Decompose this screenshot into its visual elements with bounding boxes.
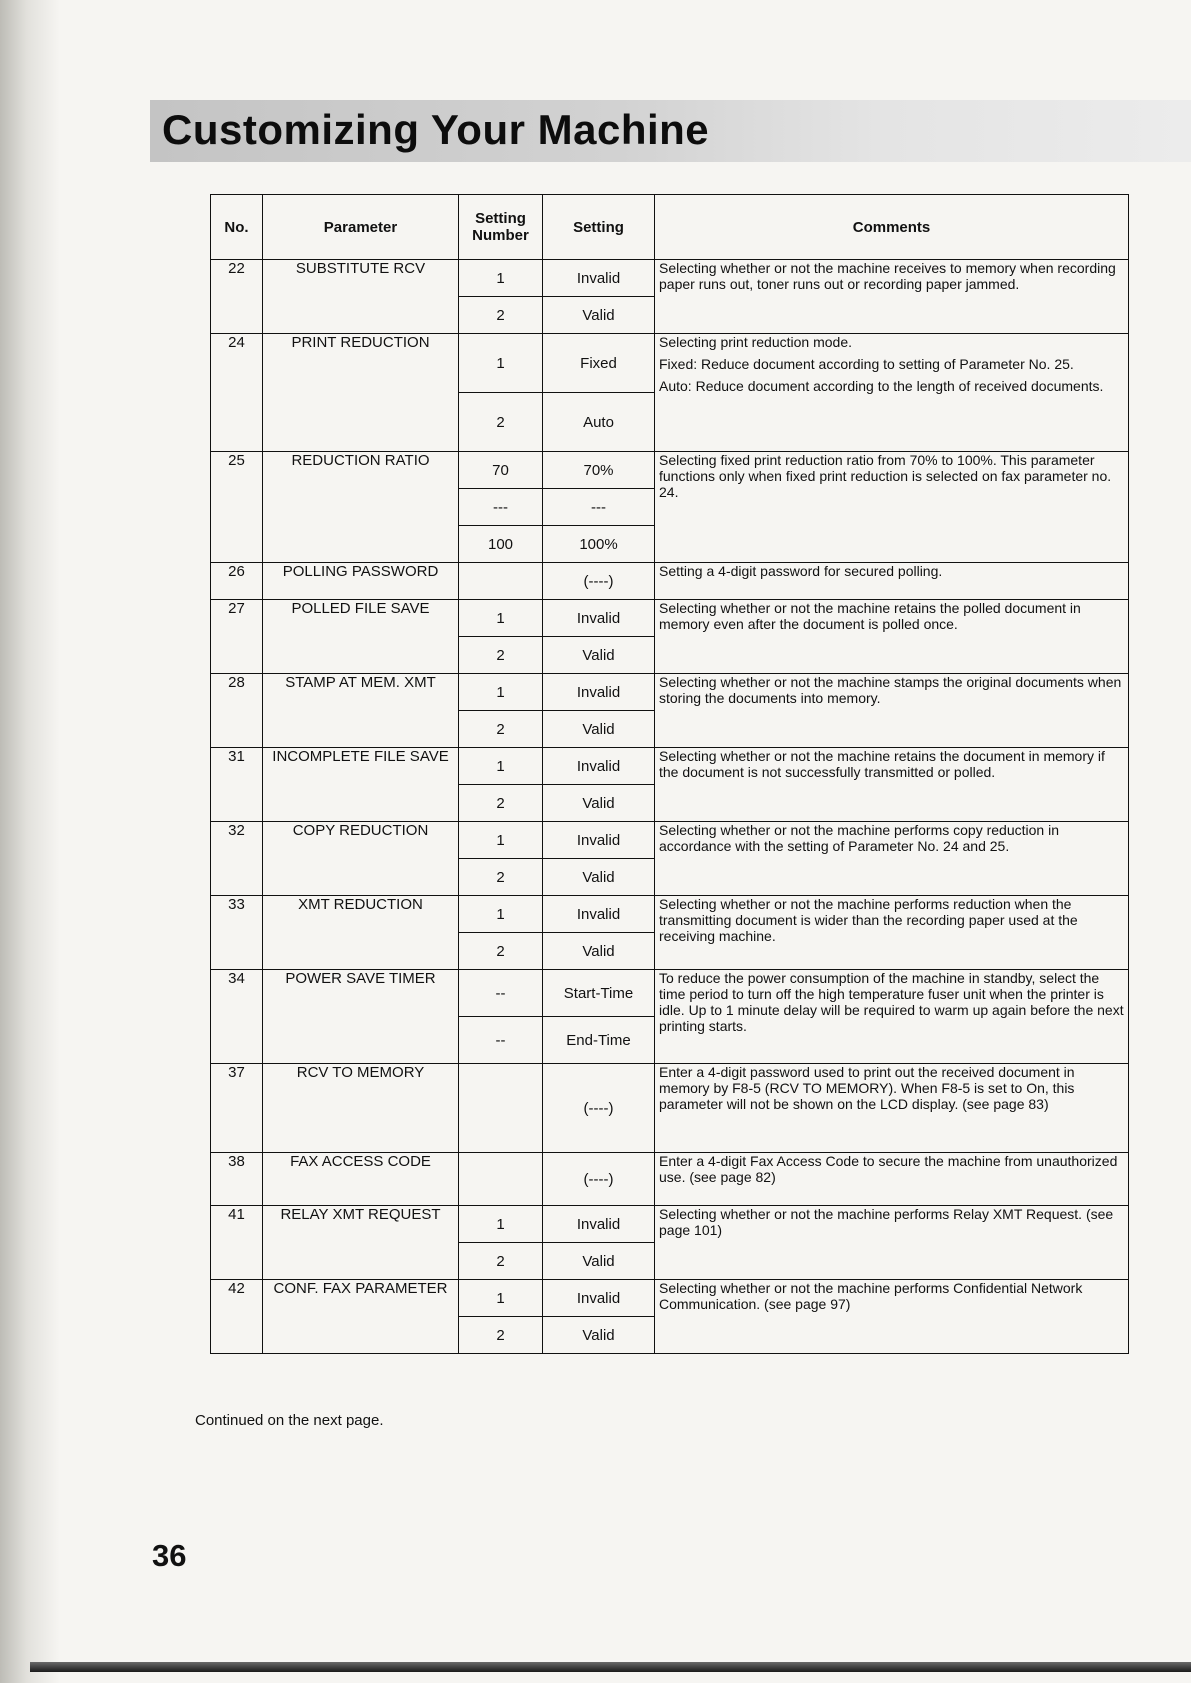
setting-value: Valid: [543, 1243, 655, 1280]
setting-value: Valid: [543, 1317, 655, 1354]
param-no: 26: [211, 563, 263, 600]
setting-number: 1: [459, 748, 543, 785]
param-comment: Selecting whether or not the machine performs Confidential Network Communication. (see page 97): [655, 1280, 1129, 1354]
param-name: COPY REDUCTION: [263, 822, 459, 896]
param-no: 27: [211, 600, 263, 674]
setting-number: 1: [459, 260, 543, 297]
setting-value: Invalid: [543, 674, 655, 711]
param-no: 22: [211, 260, 263, 334]
param-no: 25: [211, 452, 263, 563]
setting-value: Valid: [543, 859, 655, 896]
param-no: 41: [211, 1206, 263, 1280]
comment-text: Selecting print reduction mode.: [659, 334, 852, 350]
setting-value: 70%: [543, 452, 655, 489]
setting-number: [459, 1064, 543, 1153]
parameter-table: [210, 194, 1129, 1354]
setting-value: Valid: [543, 297, 655, 334]
setting-number: 2: [459, 393, 543, 452]
setting-number: 1: [459, 600, 543, 637]
param-name: CONF. FAX PARAMETER: [263, 1280, 459, 1354]
setting-number: 70: [459, 452, 543, 489]
param-comment: Selecting whether or not the machine retains the polled document in memory even after the document is polled once.: [655, 600, 1129, 674]
param-name: POLLED FILE SAVE: [263, 600, 459, 674]
continued-note: Continued on the next page.: [195, 1412, 384, 1429]
setting-value: Valid: [543, 711, 655, 748]
header-setting: Setting: [543, 195, 655, 260]
param-comment: Selecting whether or not the machine stamps the original documents when storing the documents into memory.: [655, 674, 1129, 748]
param-no: 32: [211, 822, 263, 896]
param-comment: Selecting whether or not the machine receives to memory when recording paper runs out, toner runs out or recording paper jammed.: [655, 260, 1129, 334]
comment-fixed-note: Fixed: Reduce document according to setting of Parameter No. 25.: [659, 356, 1074, 372]
setting-value: ---: [543, 489, 655, 526]
table-row: [211, 822, 1129, 859]
setting-value: Invalid: [543, 600, 655, 637]
setting-number: --: [459, 970, 543, 1017]
setting-number: 2: [459, 711, 543, 748]
bottom-edge-shadow: [30, 1662, 1191, 1672]
table-row: [211, 896, 1129, 933]
param-no: 24: [211, 334, 263, 452]
param-name: POWER SAVE TIMER: [263, 970, 459, 1064]
setting-value: (----): [543, 1153, 655, 1206]
setting-value: Invalid: [543, 822, 655, 859]
setting-number: --: [459, 1017, 543, 1064]
param-no: 34: [211, 970, 263, 1064]
table-row: [211, 260, 1129, 297]
header-no: No.: [211, 195, 263, 260]
param-comment: Enter a 4-digit password used to print out the received document in memory by F8-5 (RCV TO MEMORY). When F8-5 is set to On, this parameter will not be shown on the LCD display. (see page 83): [655, 1064, 1129, 1153]
setting-number: 2: [459, 1317, 543, 1354]
setting-value: Invalid: [543, 896, 655, 933]
page-binding-shadow: [0, 0, 60, 1683]
table-row: [211, 452, 1129, 489]
param-comment: Enter a 4-digit Fax Access Code to secure the machine from unauthorized use. (see page 82): [655, 1153, 1129, 1206]
table-row: [211, 1280, 1129, 1317]
page-title: Customizing Your Machine: [162, 106, 710, 153]
setting-number: 2: [459, 859, 543, 896]
comment-auto-note: Auto: Reduce document according to the length of received documents.: [659, 378, 1104, 394]
param-comment: Selecting whether or not the machine performs copy reduction in accordance with the setting of Parameter No. 24 and 25.: [655, 822, 1129, 896]
setting-number: 100: [459, 526, 543, 563]
param-name: POLLING PASSWORD: [263, 563, 459, 600]
param-comment: Setting a 4-digit password for secured polling.: [655, 563, 1129, 600]
param-no: 38: [211, 1153, 263, 1206]
header-parameter: Parameter: [263, 195, 459, 260]
table-row: [211, 1153, 1129, 1206]
param-no: 31: [211, 748, 263, 822]
param-comment: [655, 334, 1129, 452]
setting-value: Start-Time: [543, 970, 655, 1017]
param-no: 33: [211, 896, 263, 970]
setting-number: 1: [459, 1206, 543, 1243]
setting-number: 2: [459, 637, 543, 674]
setting-value: Invalid: [543, 748, 655, 785]
setting-number: 2: [459, 785, 543, 822]
param-no: 42: [211, 1280, 263, 1354]
param-comment: To reduce the power consumption of the machine in standby, select the time period to turn off the high temperature fuser unit when the printer is idle. Up to 1 minute delay will be required to warm up again before the next printing starts.: [655, 970, 1129, 1064]
setting-number: 2: [459, 1243, 543, 1280]
header-comments: Comments: [655, 195, 1129, 260]
setting-value: (----): [543, 563, 655, 600]
table-row: [211, 1206, 1129, 1243]
param-name: SUBSTITUTE RCV: [263, 260, 459, 334]
table-row: [211, 748, 1129, 785]
setting-number: 1: [459, 822, 543, 859]
table-row: [211, 970, 1129, 1017]
page-number: 36: [152, 1538, 187, 1573]
table-row: [211, 600, 1129, 637]
setting-value: Invalid: [543, 1206, 655, 1243]
param-comment: Selecting whether or not the machine retains the document in memory if the document is not successfully transmitted or polled.: [655, 748, 1129, 822]
param-name: STAMP AT MEM. XMT: [263, 674, 459, 748]
setting-value: Valid: [543, 785, 655, 822]
table-row: [211, 674, 1129, 711]
param-name: INCOMPLETE FILE SAVE: [263, 748, 459, 822]
setting-number: 2: [459, 297, 543, 334]
setting-number: ---: [459, 489, 543, 526]
setting-value: Auto: [543, 393, 655, 452]
param-name: PRINT REDUCTION: [263, 334, 459, 452]
param-name: RCV TO MEMORY: [263, 1064, 459, 1153]
table-row: [211, 334, 1129, 393]
setting-number: 1: [459, 896, 543, 933]
setting-number: [459, 1153, 543, 1206]
setting-number: [459, 563, 543, 600]
param-name: REDUCTION RATIO: [263, 452, 459, 563]
param-name: FAX ACCESS CODE: [263, 1153, 459, 1206]
setting-value: Valid: [543, 933, 655, 970]
setting-number: 1: [459, 674, 543, 711]
setting-value: Valid: [543, 637, 655, 674]
param-comment: Selecting fixed print reduction ratio from 70% to 100%. This parameter functions only when fixed print reduction is selected on fax parameter no. 24.: [655, 452, 1129, 563]
param-no: 37: [211, 1064, 263, 1153]
param-name: RELAY XMT REQUEST: [263, 1206, 459, 1280]
setting-number: 1: [459, 334, 543, 393]
setting-value: End-Time: [543, 1017, 655, 1064]
table-header-row: [211, 195, 1129, 260]
param-no: 28: [211, 674, 263, 748]
setting-number: 1: [459, 1280, 543, 1317]
setting-value: Fixed: [543, 334, 655, 393]
setting-value: (----): [543, 1064, 655, 1153]
setting-value: Invalid: [543, 1280, 655, 1317]
table-row: [211, 563, 1129, 600]
setting-value: Invalid: [543, 260, 655, 297]
setting-number: 2: [459, 933, 543, 970]
header-setting-number: Setting Number: [459, 195, 543, 260]
table-row: [211, 1064, 1129, 1153]
param-comment: Selecting whether or not the machine performs reduction when the transmitting document is wider than the recording paper used at the receiving machine.: [655, 896, 1129, 970]
param-comment: Selecting whether or not the machine performs Relay XMT Request. (see page 101): [655, 1206, 1129, 1280]
setting-value: 100%: [543, 526, 655, 563]
param-name: XMT REDUCTION: [263, 896, 459, 970]
